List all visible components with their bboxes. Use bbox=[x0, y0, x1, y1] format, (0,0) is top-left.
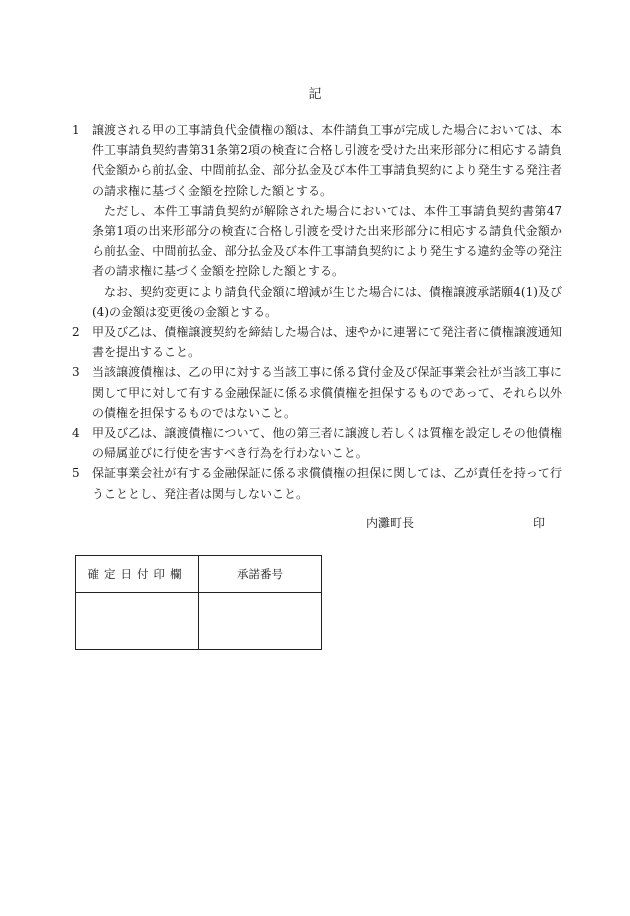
date-stamp-header: 確定日付印欄 bbox=[76, 556, 199, 593]
item-number: 2 bbox=[72, 325, 80, 340]
condition-item-1 bbox=[72, 120, 562, 201]
item-number: 3 bbox=[72, 365, 80, 380]
seal-mark: 印 bbox=[533, 516, 546, 530]
condition-item-3 bbox=[72, 362, 562, 423]
date-stamp-table bbox=[75, 555, 322, 650]
item-text: 当該譲渡債権は、乙の甲に対する当該工事に係る貸付金及び保証事業会社が当該工事に関して甲に対して有する金融保証に係る求償債権を担保するものであって、それら以外の債権を担保するものではないこと。 bbox=[92, 365, 562, 420]
item-text: 甲及び乙は、譲渡債権について、他の第三者に譲渡し若しくは質権を設定しその他債権の帰属並びに行使を害すべき行為を行わないこと。 bbox=[92, 426, 562, 461]
approval-number-cell bbox=[199, 593, 322, 650]
item-text: 譲渡される甲の工事請負代金債権の額は、本件請負工事が完成した場合においては、本件工事請負契約書第31条第2項の検査に合格し引渡を受けた出来形部分に相応する請負代金額から前払金、中間前払金、部分払金及び本件工事請負契約により発生する発注者の請求権に基づく金額を控除した額とする。 bbox=[92, 123, 562, 198]
item-text: 甲及び乙は、債権譲渡契約を締結した場合は、速やかに連署にて発注者に債権譲渡通知書を提出すること。 bbox=[92, 325, 562, 360]
condition-item-2 bbox=[72, 322, 562, 362]
item-number: 5 bbox=[72, 466, 80, 481]
date-stamp-cell bbox=[76, 593, 199, 650]
condition-item-4 bbox=[72, 423, 562, 463]
item-number: 1 bbox=[72, 123, 80, 137]
item-number: 4 bbox=[72, 426, 80, 441]
document-heading: 記 bbox=[308, 87, 322, 102]
condition-item-1-note: なお、契約変更により請負代金額に増減が生じた場合には、債権譲渡承諾願4(1)及び(4)の金額は変更後の金額とする。 bbox=[92, 284, 562, 319]
condition-item-5 bbox=[72, 463, 562, 503]
approval-number-header: 承諾番号 bbox=[199, 556, 322, 593]
signer-title: 内灘町長 bbox=[366, 516, 415, 530]
conditions-body bbox=[72, 120, 562, 504]
item-text: 保証事業会社が有する金融保証に係る求償債権の担保に関しては、乙が責任を持って行うこととし、発注者は関与しないこと。 bbox=[92, 466, 562, 501]
condition-item-1-proviso: ただし、本件工事請負契約が解除された場合においては、本件工事請負契約書第47条第1項の出来形部分の検査に合格し引渡を受けた出来形部分に相応する請負代金額から前払金、中間前払金、部分払金及び本件工事請負契約により発生する違約金等の発注者の請求権に基づく金額を控除した額とする。 bbox=[92, 203, 562, 279]
